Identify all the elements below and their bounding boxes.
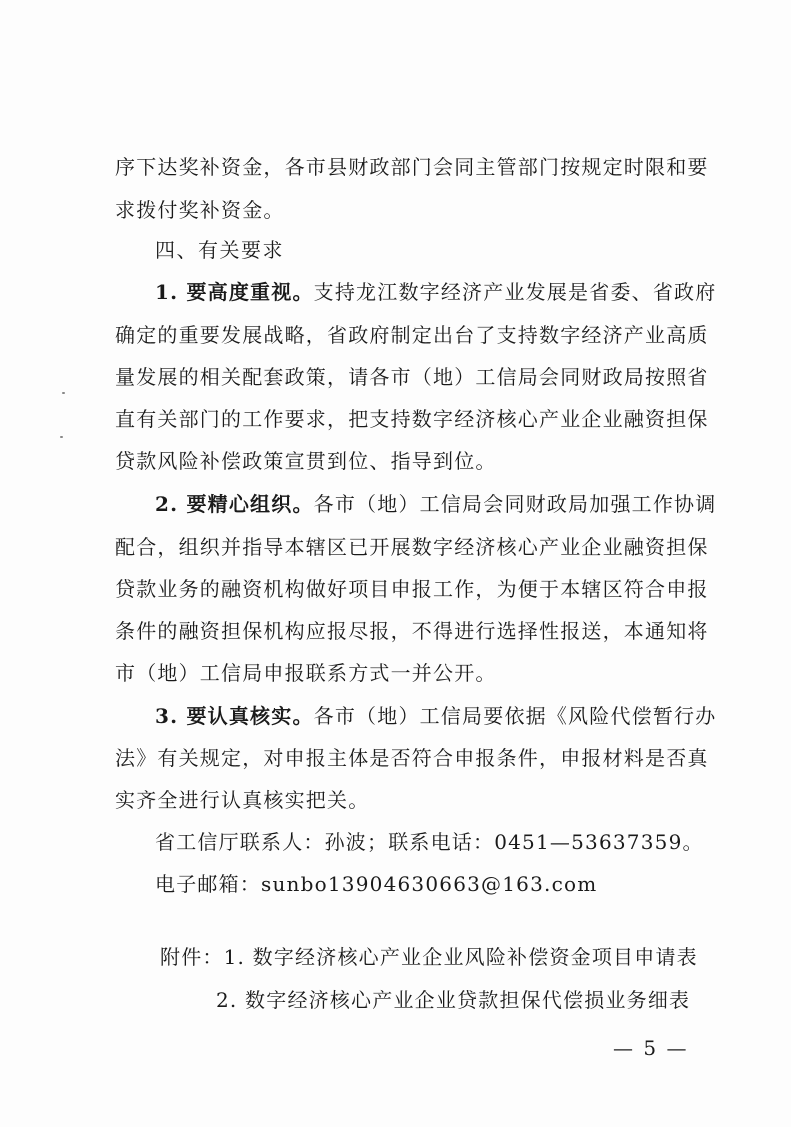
paragraph-line: 实齐全进行认真核实把关。 (115, 788, 370, 812)
paragraph-line: 市（地）工信局申报联系方式一并公开。 (115, 661, 497, 685)
paragraph-line: 序下达奖补资金，各市县财政部门会同主管部门按规定时限和要 (115, 155, 709, 179)
paragraph-line: 配合，组织并指导本辖区已开展数字经济核心产业企业融资担保 (115, 535, 709, 559)
paragraph-line: 条件的融资担保机构应报尽报，不得进行选择性报送，本通知将 (115, 619, 709, 643)
item-2-title: 2. 要精心组织。 (155, 492, 314, 516)
attachment-line-1: 附件：1. 数字经济核心产业企业风险补偿资金项目申请表 (160, 945, 698, 969)
paragraph-line: 直有关部门的工作要求，把支持数字经济核心产业企业融资担保 (115, 407, 709, 431)
item-3-title: 3. 要认真核实。 (155, 704, 314, 728)
scan-speck (60, 436, 63, 438)
paragraph-line: 贷款风险补偿政策宣贯到位、指导到位。 (115, 449, 497, 473)
item-2-first-line (155, 489, 716, 519)
item-1-first-line (155, 277, 716, 307)
contact-person-line: 省工信厅联系人：孙波；联系电话：0451—53637359。 (155, 830, 704, 854)
page-number: — 5 — (613, 1036, 689, 1060)
paragraph-line: 求拨付奖补资金。 (115, 198, 285, 222)
attachment-line-2: 2. 数字经济核心产业企业贷款担保代偿损业务细表 (216, 988, 691, 1012)
paragraph-line: 法》有关规定，对申报主体是否符合申报条件，申报材料是否真 (115, 746, 709, 770)
contact-email-line: 电子邮箱：sunbo13904630663@163.com (155, 872, 598, 896)
item-1-text: 支持龙江数字经济产业发展是省委、省政府 (313, 280, 717, 304)
scan-speck (62, 392, 65, 394)
item-1-title: 1. 要高度重视。 (155, 280, 314, 304)
item-3-text: 各市（地）工信局要依据《风险代偿暂行办 (313, 704, 717, 728)
section-heading: 四、有关要求 (155, 238, 284, 262)
paragraph-line: 量发展的相关配套政策，请各市（地）工信局会同财政局按照省 (115, 365, 709, 389)
paragraph-line: 贷款业务的融资机构做好项目申报工作，为便于本辖区符合申报 (115, 577, 709, 601)
paragraph-line: 确定的重要发展战略，省政府制定出台了支持数字经济产业高质 (115, 323, 709, 347)
item-2-text: 各市（地）工信局会同财政局加强工作协调 (313, 492, 717, 516)
item-3-first-line (155, 701, 716, 731)
